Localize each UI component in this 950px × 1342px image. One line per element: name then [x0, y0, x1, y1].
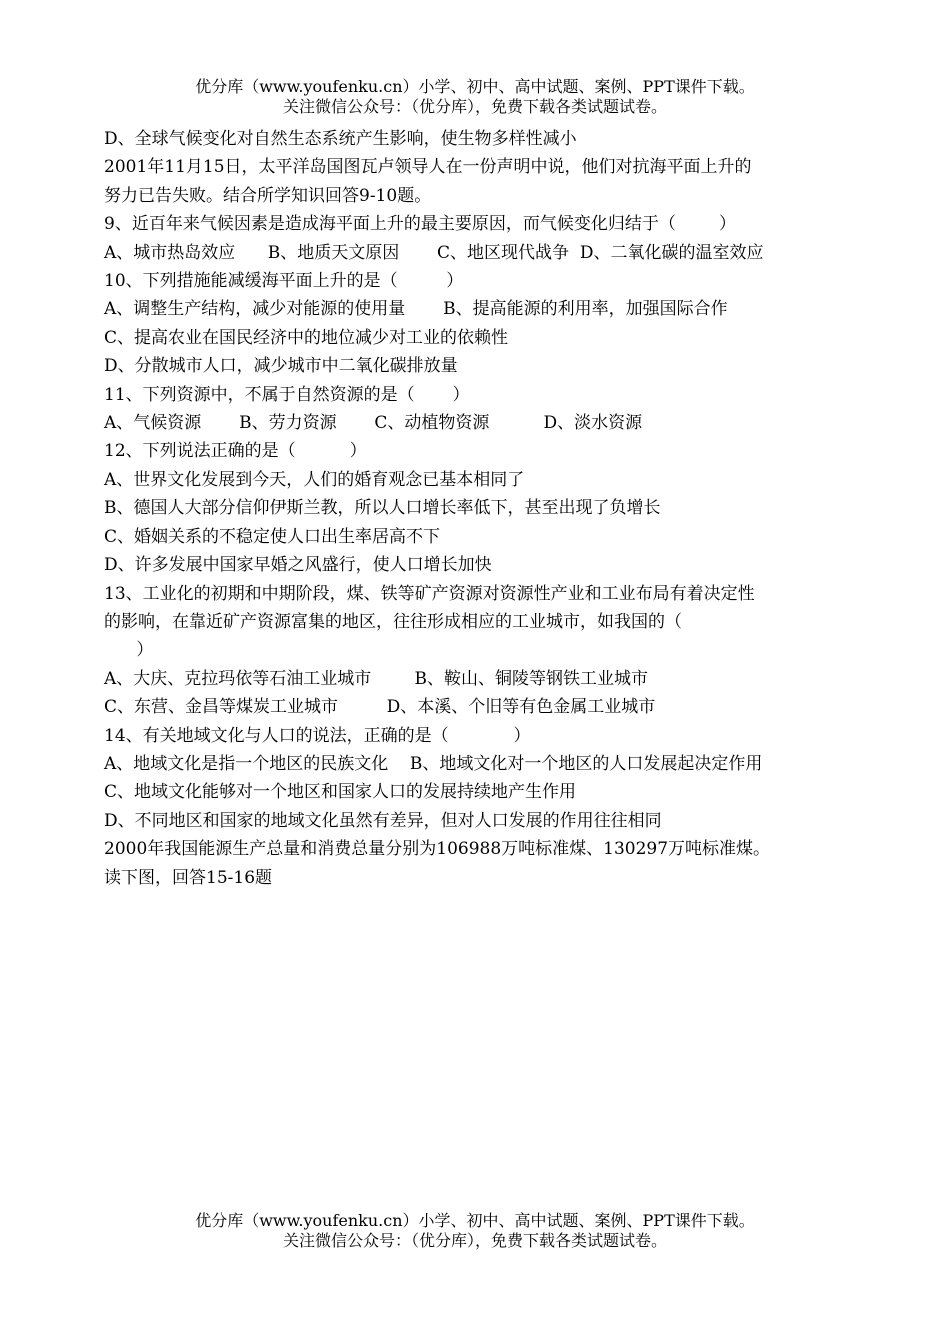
text-line: 努力已告失败。结合所学知识回答9-10题。: [104, 185, 432, 206]
text-line: 2001年11月15日，太平洋岛国图瓦卢领导人在一份声明中说，他们对抗海平面上升的: [104, 157, 752, 178]
question-12: 12、下列说法正确的是（ ）: [104, 441, 367, 462]
footer-line-1: 优分库（www.youfenku.cn）小学、初中、高中试题、案例、PPT课件下载。: [195, 1211, 755, 1230]
text-line: 读下图，回答15-16题: [104, 867, 273, 888]
header-line-2: 关注微信公众号：（优分库），免费下载各类试题试卷。: [282, 97, 667, 116]
question-10: 10、下列措施能减缓海平面上升的是（ ）: [104, 271, 464, 292]
text-line: 2000年我国能源生产总量和消费总量分别为106988万吨标准煤、130297万吨标准煤。: [104, 839, 771, 860]
question-13-paren: ）: [104, 640, 154, 661]
question-10-option-ab: A、调整生产结构，减少对能源的使用量 B、提高能源的利用率，加强国际合作: [104, 299, 728, 320]
question-10-option-c: C、提高农业在国民经济中的地位减少对工业的依赖性: [104, 327, 509, 348]
question-14-option-d: D、不同地区和国家的地域文化虽然有差异，但对人口发展的作用往往相同: [104, 810, 662, 831]
question-13-option-cd: C、东营、金昌等煤炭工业城市 D、本溪、个旧等有色金属工业城市: [104, 697, 656, 718]
question-12-option-b: B、德国人大部分信仰伊斯兰教，所以人口增长率低下，甚至出现了负增长: [104, 498, 661, 519]
question-14-option-ab: A、地域文化是指一个地区的民族文化 B、地域文化对一个地区的人口发展起决定作用: [104, 753, 763, 774]
question-12-option-d: D、许多发展中国家早婚之风盛行，使人口增长加快: [104, 555, 492, 576]
question-14: 14、有关地域文化与人口的说法，正确的是（ ）: [104, 725, 531, 746]
question-14-option-c: C、地域文化能够对一个地区和国家人口的发展持续地产生作用: [104, 782, 577, 803]
question-11: 11、下列资源中，不属于自然资源的是（ ）: [104, 384, 470, 405]
page-footer: [0, 1211, 950, 1251]
question-12-option-c: C、婚姻关系的不稳定使人口出生率居高不下: [104, 526, 441, 547]
text-line: D、全球气候变化对自然生态系统产生影响，使生物多样性减小: [104, 129, 577, 149]
question-13: 13、工业化的初期和中期阶段，煤、铁等矿产资源对资源性产业和工业布局有着决定性: [104, 583, 755, 604]
footer-line-2: 关注微信公众号：（优分库），免费下载各类试题试卷。: [282, 1231, 667, 1250]
question-13-cont: 的影响，在靠近矿产资源富集的地区，往往形成相应的工业城市，如我国的（: [104, 611, 682, 632]
question-9-options: A、城市热岛效应 B、地质天文原因 C、地区现代战争 D、二氧化碳的温室效应: [104, 242, 764, 263]
question-13-option-ab: A、大庆、克拉玛依等石油工业城市 B、鞍山、铜陵等钢铁工业城市: [104, 668, 648, 689]
page-header: [0, 77, 950, 117]
header-line-1: 优分库（www.youfenku.cn）小学、初中、高中试题、案例、PPT课件下载。: [195, 77, 755, 96]
document-body: [104, 125, 864, 892]
question-11-options: A、气候资源 B、劳力资源 C、动植物资源 D、淡水资源: [104, 413, 643, 434]
question-9: 9、近百年来气候因素是造成海平面上升的最主要原因，而气候变化归结于（ ）: [104, 214, 737, 235]
question-10-option-d: D、分散城市人口，减少城市中二氧化碳排放量: [104, 356, 458, 377]
question-12-option-a: A、世界文化发展到今天，人们的婚育观念已基本相同了: [104, 469, 525, 490]
